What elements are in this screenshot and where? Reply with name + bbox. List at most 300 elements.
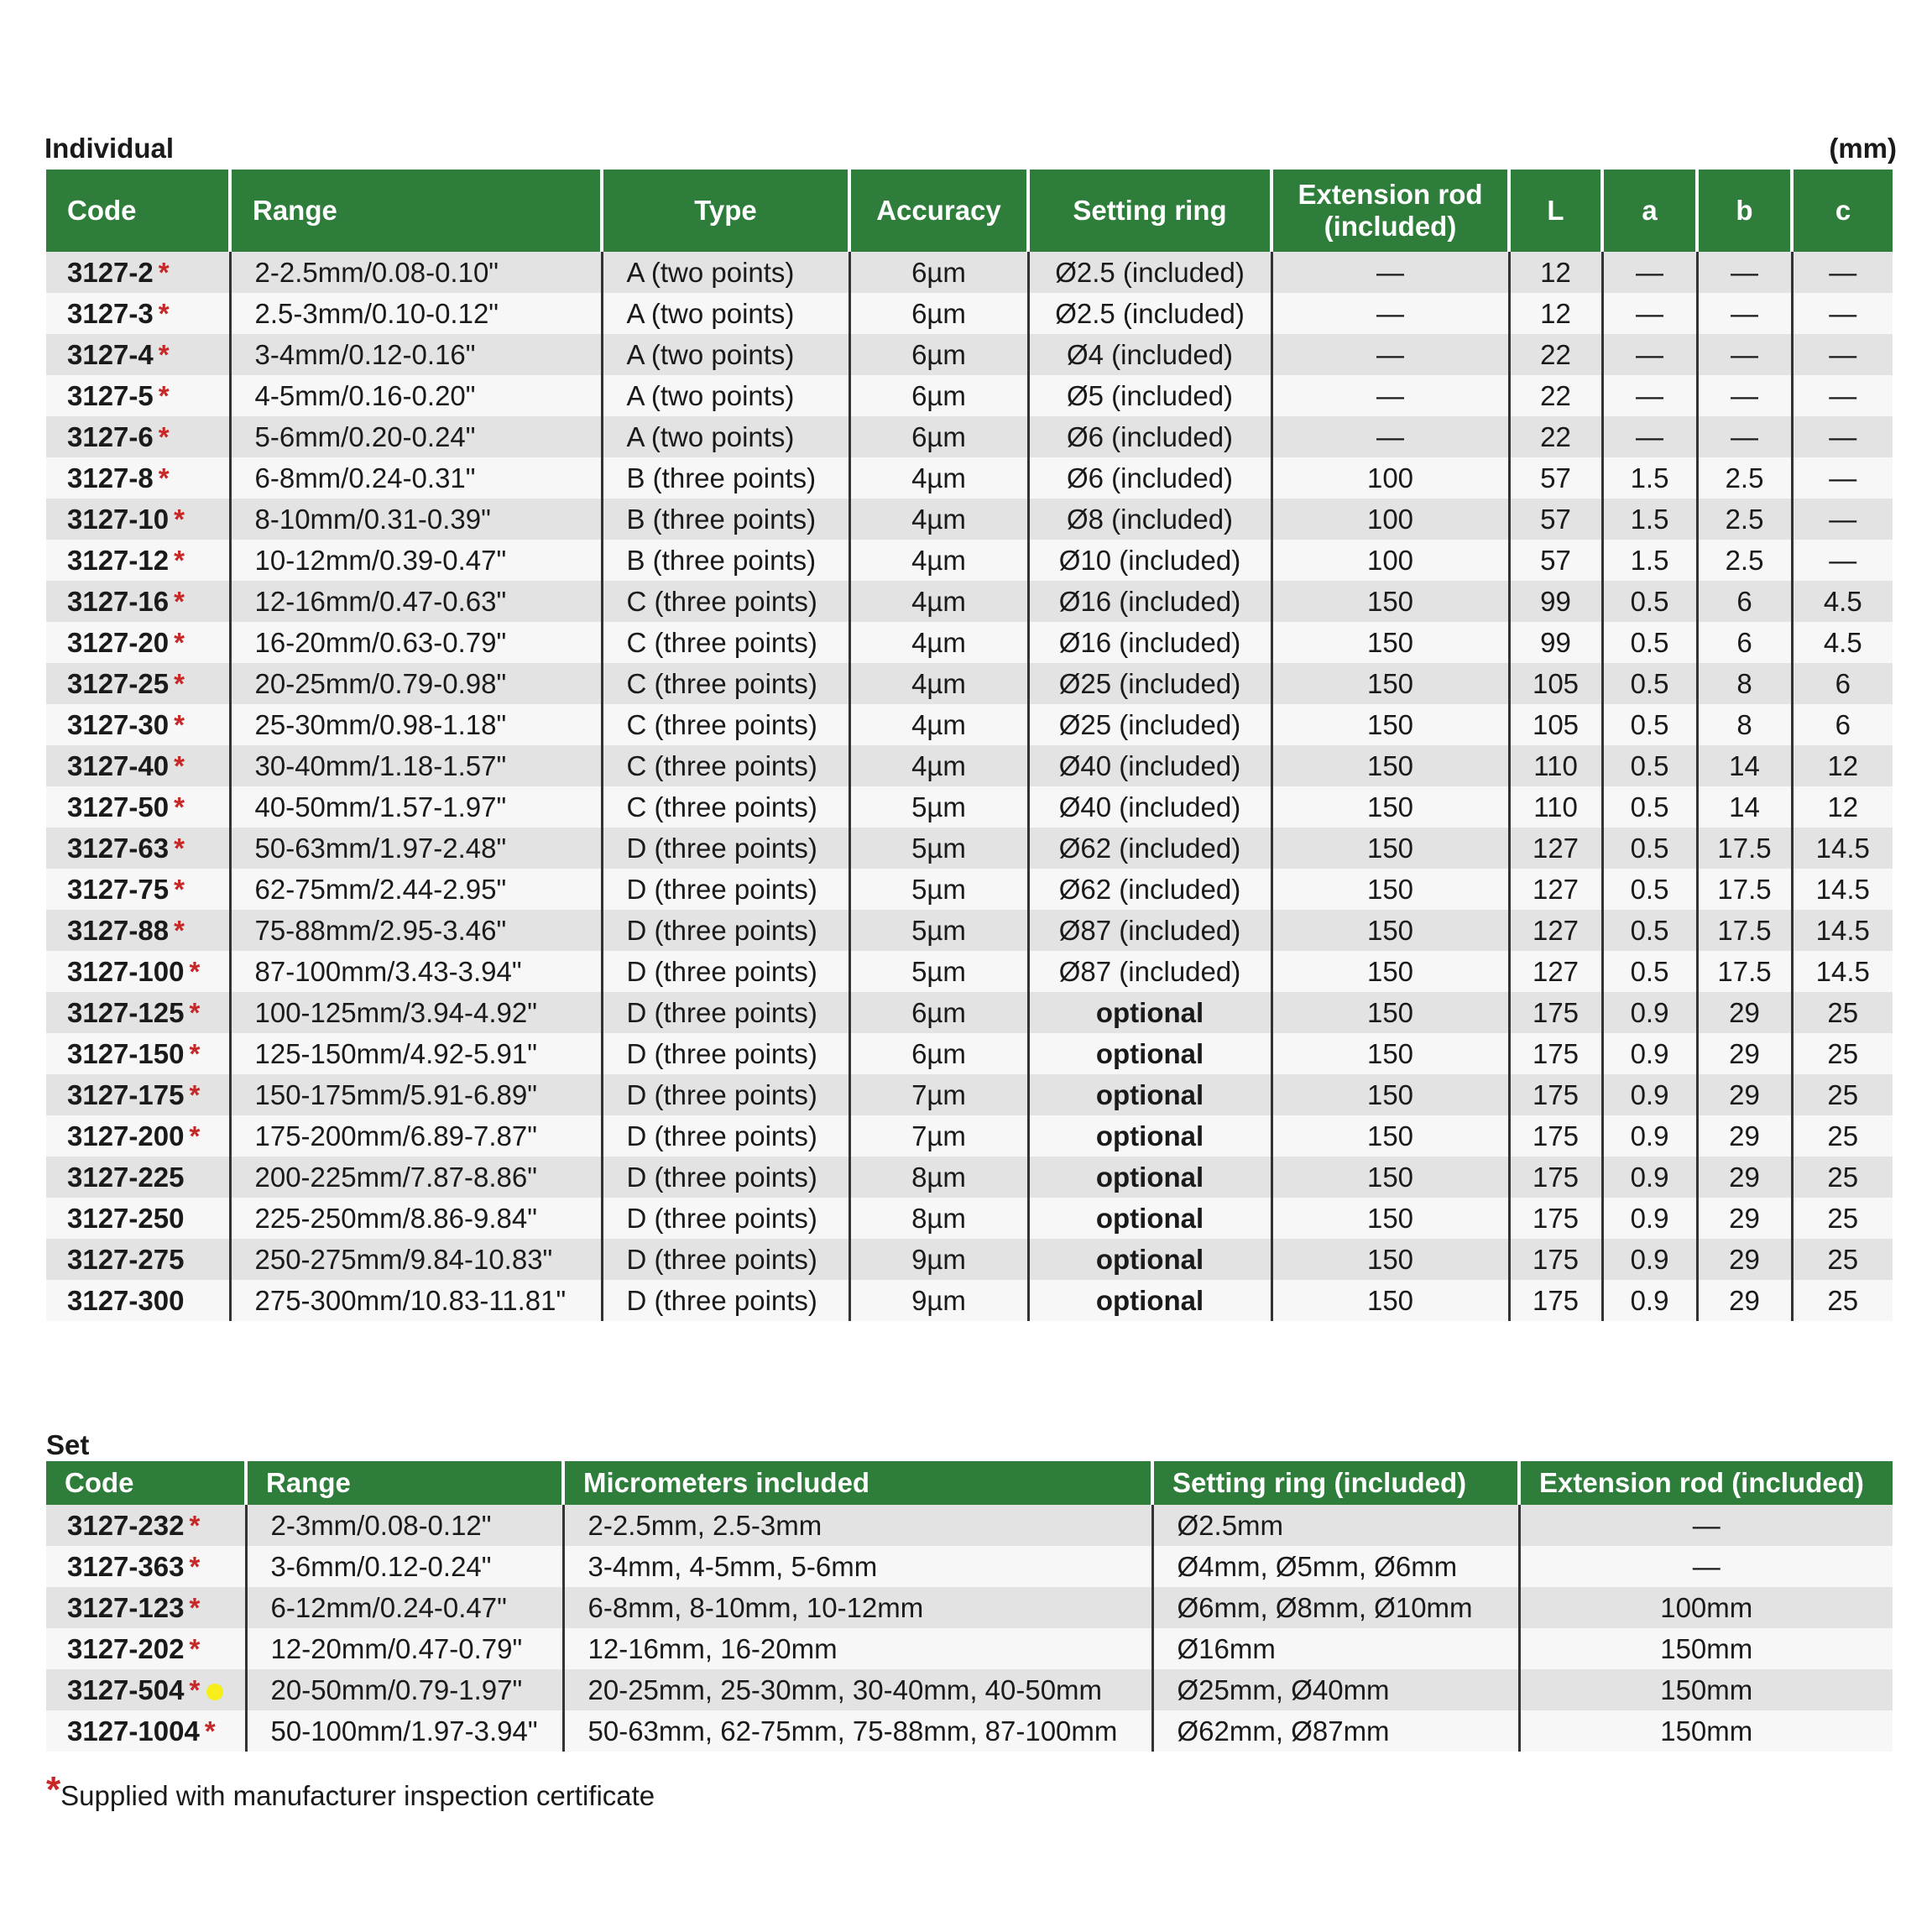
cell-setting-ring: Ø62mm, Ø87mm <box>1152 1710 1519 1752</box>
cell-type: A (two points) <box>602 416 849 457</box>
cell-extension-rod: 150 <box>1271 951 1509 992</box>
cell-accuracy: 6µm <box>849 375 1028 416</box>
cell-range: 75-88mm/2.95-3.46" <box>230 910 602 951</box>
cell-c: — <box>1792 334 1893 375</box>
cell-code <box>46 992 230 1033</box>
cell-L: 127 <box>1509 910 1602 951</box>
cell-range: 6-8mm/0.24-0.31" <box>230 457 602 499</box>
cell-a: 0.9 <box>1602 1033 1697 1074</box>
cell-b: — <box>1697 375 1792 416</box>
cell-setting-ring: Ø6mm, Ø8mm, Ø10mm <box>1152 1587 1519 1628</box>
cell-type: D (three points) <box>602 910 849 951</box>
cell-c: 14.5 <box>1792 910 1893 951</box>
code-text: 3127-2 <box>67 256 154 288</box>
cell-L: 175 <box>1509 1157 1602 1198</box>
certificate-star: * <box>174 503 185 535</box>
cell-extension-rod: 150 <box>1271 1115 1509 1157</box>
certificate-star: * <box>189 1078 201 1110</box>
certificate-star: * <box>174 832 185 864</box>
cell-code <box>46 334 230 375</box>
cell-setting-ring: Ø2.5mm <box>1152 1505 1519 1546</box>
cell-range: 8-10mm/0.31-0.39" <box>230 499 602 540</box>
cell-b: 29 <box>1697 1239 1792 1280</box>
code-text: 3127-40 <box>67 749 170 781</box>
cell-type: A (two points) <box>602 375 849 416</box>
cell-extension-rod: — <box>1519 1546 1893 1587</box>
cell-range: 225-250mm/8.86-9.84" <box>230 1198 602 1239</box>
cell-range: 25-30mm/0.98-1.18" <box>230 704 602 745</box>
cell-b: 2.5 <box>1697 540 1792 581</box>
header-setting-ring: Setting ring <box>1028 170 1271 252</box>
cell-code <box>46 951 230 992</box>
cell-extension-rod: 150mm <box>1519 1669 1893 1710</box>
cell-setting-ring: Ø40 (included) <box>1028 786 1271 828</box>
cell-code <box>46 375 230 416</box>
cell-b: 29 <box>1697 1280 1792 1321</box>
cell-setting-ring: optional <box>1028 1198 1271 1239</box>
code-text: 3127-63 <box>67 832 170 864</box>
cell-a: 0.9 <box>1602 1239 1697 1280</box>
code-text: 3127-175 <box>67 1078 185 1110</box>
cell-code <box>46 1280 230 1321</box>
cell-code <box>46 1710 246 1752</box>
cell-setting-ring: Ø5 (included) <box>1028 375 1271 416</box>
cell-setting-ring: optional <box>1028 1115 1271 1157</box>
cell-accuracy: 4µm <box>849 457 1028 499</box>
code-text: 3127-232 <box>67 1509 185 1541</box>
cell-type: C (three points) <box>602 663 849 704</box>
cell-L: 127 <box>1509 828 1602 869</box>
cell-type: D (three points) <box>602 992 849 1033</box>
cell-setting-ring: Ø2.5 (included) <box>1028 293 1271 334</box>
cell-b: 2.5 <box>1697 499 1792 540</box>
cell-extension-rod: — <box>1271 334 1509 375</box>
cell-micrometers: 50-63mm, 62-75mm, 75-88mm, 87-100mm <box>563 1710 1152 1752</box>
table-row <box>46 1239 1893 1280</box>
cell-accuracy: 7µm <box>849 1115 1028 1157</box>
code-text: 3127-300 <box>67 1284 185 1316</box>
cell-a: 0.5 <box>1602 663 1697 704</box>
set-header-extension-rod: Extension rod (included) <box>1519 1461 1893 1505</box>
set-header-range: Range <box>246 1461 563 1505</box>
cell-type: A (two points) <box>602 334 849 375</box>
set-table <box>46 1461 1893 1752</box>
table-row <box>46 951 1893 992</box>
table-row <box>46 786 1893 828</box>
individual-header-row <box>46 170 1893 252</box>
cell-L: 175 <box>1509 1239 1602 1280</box>
cell-extension-rod: 150 <box>1271 1157 1509 1198</box>
cell-b: 29 <box>1697 1198 1792 1239</box>
code-text: 3127-88 <box>67 914 170 946</box>
cell-accuracy: 7µm <box>849 1074 1028 1115</box>
certificate-star: * <box>189 1632 201 1664</box>
cell-type: C (three points) <box>602 786 849 828</box>
cell-b: 29 <box>1697 992 1792 1033</box>
header-extension-rod-line2: (included) <box>1324 211 1457 242</box>
cell-c: — <box>1792 457 1893 499</box>
cell-micrometers: 12-16mm, 16-20mm <box>563 1628 1152 1669</box>
cell-range: 5-6mm/0.20-0.24" <box>230 416 602 457</box>
table-row <box>46 1628 1893 1669</box>
cell-L: 105 <box>1509 663 1602 704</box>
cell-range: 50-100mm/1.97-3.94" <box>246 1710 563 1752</box>
cell-setting-ring: Ø87 (included) <box>1028 951 1271 992</box>
cell-code <box>46 1074 230 1115</box>
cell-setting-ring: optional <box>1028 1157 1271 1198</box>
set-header-micrometers: Micrometers included <box>563 1461 1152 1505</box>
cell-setting-ring: Ø10 (included) <box>1028 540 1271 581</box>
cell-extension-rod: 150 <box>1271 581 1509 622</box>
cell-c: — <box>1792 540 1893 581</box>
cell-b: 17.5 <box>1697 828 1792 869</box>
cell-c: 25 <box>1792 992 1893 1033</box>
cell-setting-ring: Ø25 (included) <box>1028 663 1271 704</box>
code-text: 3127-10 <box>67 503 170 535</box>
table-row <box>46 499 1893 540</box>
cell-range: 175-200mm/6.89-7.87" <box>230 1115 602 1157</box>
cell-accuracy: 4µm <box>849 499 1028 540</box>
header-extension-rod <box>1271 170 1509 252</box>
cell-setting-ring: Ø6 (included) <box>1028 457 1271 499</box>
cell-code <box>46 1198 230 1239</box>
cell-setting-ring: Ø16 (included) <box>1028 622 1271 663</box>
certificate-star: * <box>174 873 185 905</box>
header-type: Type <box>602 170 849 252</box>
cell-setting-ring: Ø62 (included) <box>1028 828 1271 869</box>
cell-range: 62-75mm/2.44-2.95" <box>230 869 602 910</box>
set-header-row <box>46 1461 1893 1505</box>
cell-c: 14.5 <box>1792 869 1893 910</box>
cell-extension-rod: 150 <box>1271 786 1509 828</box>
cell-extension-rod: 150 <box>1271 1280 1509 1321</box>
cell-range: 200-225mm/7.87-8.86" <box>230 1157 602 1198</box>
cell-code <box>46 745 230 786</box>
certificate-star: * <box>189 996 201 1028</box>
cell-setting-ring: Ø25mm, Ø40mm <box>1152 1669 1519 1710</box>
cell-b: 8 <box>1697 704 1792 745</box>
cell-accuracy: 6µm <box>849 334 1028 375</box>
cell-type: D (three points) <box>602 1157 849 1198</box>
cell-code <box>46 663 230 704</box>
cell-code <box>46 1546 246 1587</box>
cell-c: 25 <box>1792 1115 1893 1157</box>
cell-L: 105 <box>1509 704 1602 745</box>
cell-a: 0.5 <box>1602 786 1697 828</box>
code-text: 3127-4 <box>67 338 154 370</box>
certificate-star: * <box>158 379 170 411</box>
cell-accuracy: 8µm <box>849 1157 1028 1198</box>
certificate-star: * <box>158 256 170 288</box>
cell-c: 6 <box>1792 704 1893 745</box>
cell-type: D (three points) <box>602 1033 849 1074</box>
cell-extension-rod: 150mm <box>1519 1710 1893 1752</box>
code-text: 3127-16 <box>67 585 170 617</box>
cell-range: 275-300mm/10.83-11.81" <box>230 1280 602 1321</box>
cell-a: 1.5 <box>1602 457 1697 499</box>
cell-setting-ring: Ø40 (included) <box>1028 745 1271 786</box>
cell-L: 127 <box>1509 869 1602 910</box>
cell-range: 100-125mm/3.94-4.92" <box>230 992 602 1033</box>
cell-extension-rod: 150 <box>1271 992 1509 1033</box>
table-row <box>46 704 1893 745</box>
cell-extension-rod: — <box>1271 375 1509 416</box>
cell-a: — <box>1602 416 1697 457</box>
cell-a: 0.5 <box>1602 622 1697 663</box>
cell-b: — <box>1697 334 1792 375</box>
table-row <box>46 334 1893 375</box>
table-row <box>46 828 1893 869</box>
header-extension-rod-line1: Extension rod <box>1298 179 1483 210</box>
cell-setting-ring: optional <box>1028 992 1271 1033</box>
code-text: 3127-150 <box>67 1037 185 1069</box>
cell-code <box>46 1033 230 1074</box>
certificate-star: * <box>174 749 185 781</box>
cell-extension-rod: 150mm <box>1519 1628 1893 1669</box>
certificate-star: * <box>189 1037 201 1069</box>
cell-range: 2-3mm/0.08-0.12" <box>246 1505 563 1546</box>
code-text: 3127-30 <box>67 708 170 740</box>
code-text: 3127-5 <box>67 379 154 411</box>
cell-L: 175 <box>1509 992 1602 1033</box>
cell-range: 12-16mm/0.47-0.63" <box>230 581 602 622</box>
cell-range: 6-12mm/0.24-0.47" <box>246 1587 563 1628</box>
highlight-dot <box>206 1684 223 1700</box>
table-row <box>46 1587 1893 1628</box>
cell-setting-ring: Ø87 (included) <box>1028 910 1271 951</box>
certificate-star: * <box>174 667 185 699</box>
cell-code <box>46 1239 230 1280</box>
cell-b: 29 <box>1697 1115 1792 1157</box>
cell-extension-rod: — <box>1519 1505 1893 1546</box>
cell-a: 1.5 <box>1602 499 1697 540</box>
cell-code <box>46 786 230 828</box>
cell-setting-ring: Ø62 (included) <box>1028 869 1271 910</box>
cell-accuracy: 5µm <box>849 869 1028 910</box>
cell-code <box>46 293 230 334</box>
code-text: 3127-250 <box>67 1202 185 1234</box>
code-text: 3127-6 <box>67 420 154 452</box>
cell-b: 17.5 <box>1697 910 1792 951</box>
cell-c: 4.5 <box>1792 581 1893 622</box>
table-row <box>46 1198 1893 1239</box>
cell-range: 20-25mm/0.79-0.98" <box>230 663 602 704</box>
cell-accuracy: 4µm <box>849 745 1028 786</box>
cell-type: B (three points) <box>602 457 849 499</box>
cell-accuracy: 6µm <box>849 293 1028 334</box>
cell-type: D (three points) <box>602 1074 849 1115</box>
cell-setting-ring: Ø25 (included) <box>1028 704 1271 745</box>
cell-c: 25 <box>1792 1033 1893 1074</box>
certificate-star: * <box>189 1674 201 1705</box>
cell-extension-rod: — <box>1271 252 1509 293</box>
certificate-star: * <box>189 1509 201 1541</box>
cell-extension-rod: 100mm <box>1519 1587 1893 1628</box>
cell-b: 17.5 <box>1697 869 1792 910</box>
cell-code <box>46 1115 230 1157</box>
cell-type: D (three points) <box>602 828 849 869</box>
cell-b: 6 <box>1697 622 1792 663</box>
cell-b: 8 <box>1697 663 1792 704</box>
cell-code <box>46 499 230 540</box>
cell-type: D (three points) <box>602 1239 849 1280</box>
cell-accuracy: 5µm <box>849 951 1028 992</box>
cell-setting-ring: Ø4 (included) <box>1028 334 1271 375</box>
cell-L: 127 <box>1509 951 1602 992</box>
certificate-star: * <box>158 462 170 493</box>
cell-b: 2.5 <box>1697 457 1792 499</box>
certificate-star: * <box>174 914 185 946</box>
table-row <box>46 540 1893 581</box>
cell-b: 29 <box>1697 1033 1792 1074</box>
table-row <box>46 663 1893 704</box>
cell-setting-ring: Ø4mm, Ø5mm, Ø6mm <box>1152 1546 1519 1587</box>
cell-type: D (three points) <box>602 869 849 910</box>
cell-b: — <box>1697 293 1792 334</box>
table-row <box>46 1546 1893 1587</box>
individual-table <box>46 170 1893 1321</box>
table-row <box>46 457 1893 499</box>
header-code: Code <box>46 170 230 252</box>
cell-code <box>46 910 230 951</box>
cell-range: 2-2.5mm/0.08-0.10" <box>230 252 602 293</box>
cell-extension-rod: — <box>1271 293 1509 334</box>
cell-extension-rod: 100 <box>1271 540 1509 581</box>
cell-range: 3-4mm/0.12-0.16" <box>230 334 602 375</box>
cell-accuracy: 4µm <box>849 581 1028 622</box>
cell-L: 175 <box>1509 1033 1602 1074</box>
table-row <box>46 910 1893 951</box>
cell-micrometers: 2-2.5mm, 2.5-3mm <box>563 1505 1152 1546</box>
certificate-star: * <box>189 1591 201 1623</box>
cell-extension-rod: 150 <box>1271 1074 1509 1115</box>
table-row <box>46 745 1893 786</box>
code-text: 3127-12 <box>67 544 170 576</box>
cell-c: 12 <box>1792 745 1893 786</box>
cell-L: 57 <box>1509 540 1602 581</box>
cell-a: 1.5 <box>1602 540 1697 581</box>
cell-extension-rod: 150 <box>1271 745 1509 786</box>
cell-L: 175 <box>1509 1280 1602 1321</box>
code-text: 3127-504 <box>67 1674 185 1705</box>
cell-code <box>46 704 230 745</box>
certificate-star: * <box>174 708 185 740</box>
cell-setting-ring: Ø6 (included) <box>1028 416 1271 457</box>
table-row <box>46 416 1893 457</box>
cell-code <box>46 1587 246 1628</box>
cell-accuracy: 9µm <box>849 1239 1028 1280</box>
cell-code <box>46 540 230 581</box>
cell-a: 0.5 <box>1602 581 1697 622</box>
set-title: Set <box>46 1429 90 1460</box>
cell-range: 30-40mm/1.18-1.57" <box>230 745 602 786</box>
code-text: 3127-202 <box>67 1632 185 1664</box>
table-row <box>46 1115 1893 1157</box>
table-row <box>46 293 1893 334</box>
certificate-star: * <box>189 1550 201 1582</box>
cell-type: C (three points) <box>602 581 849 622</box>
code-text: 3127-8 <box>67 462 154 493</box>
cell-L: 175 <box>1509 1115 1602 1157</box>
cell-setting-ring: Ø16 (included) <box>1028 581 1271 622</box>
cell-b: 14 <box>1697 786 1792 828</box>
cell-accuracy: 6µm <box>849 252 1028 293</box>
table-row <box>46 1157 1893 1198</box>
cell-c: 25 <box>1792 1157 1893 1198</box>
certificate-star: * <box>174 544 185 576</box>
header-L: L <box>1509 170 1602 252</box>
cell-c: — <box>1792 252 1893 293</box>
cell-extension-rod: 150 <box>1271 1198 1509 1239</box>
cell-type: D (three points) <box>602 951 849 992</box>
certificate-star: * <box>174 626 185 658</box>
header-range: Range <box>230 170 602 252</box>
cell-range: 125-150mm/4.92-5.91" <box>230 1033 602 1074</box>
cell-type: C (three points) <box>602 745 849 786</box>
cell-code <box>46 581 230 622</box>
cell-a: — <box>1602 293 1697 334</box>
cell-accuracy: 6µm <box>849 992 1028 1033</box>
table-row <box>46 581 1893 622</box>
cell-extension-rod: 150 <box>1271 704 1509 745</box>
cell-code <box>46 457 230 499</box>
code-text: 3127-363 <box>67 1550 185 1582</box>
certificate-star: * <box>158 297 170 329</box>
table-row <box>46 1074 1893 1115</box>
cell-L: 175 <box>1509 1074 1602 1115</box>
cell-a: 0.9 <box>1602 1280 1697 1321</box>
cell-extension-rod: 150 <box>1271 828 1509 869</box>
code-text: 3127-123 <box>67 1591 185 1623</box>
cell-extension-rod: 150 <box>1271 869 1509 910</box>
cell-c: — <box>1792 416 1893 457</box>
cell-L: 57 <box>1509 499 1602 540</box>
cell-a: — <box>1602 334 1697 375</box>
cell-type: A (two points) <box>602 252 849 293</box>
code-text: 3127-225 <box>67 1161 185 1193</box>
cell-a: 0.9 <box>1602 992 1697 1033</box>
cell-b: 14 <box>1697 745 1792 786</box>
cell-setting-ring: optional <box>1028 1280 1271 1321</box>
cell-setting-ring: optional <box>1028 1239 1271 1280</box>
cell-b: 6 <box>1697 581 1792 622</box>
cell-c: 12 <box>1792 786 1893 828</box>
cell-a: 0.5 <box>1602 704 1697 745</box>
cell-c: 25 <box>1792 1239 1893 1280</box>
table-row <box>46 1505 1893 1546</box>
code-text: 3127-100 <box>67 955 185 987</box>
cell-c: — <box>1792 293 1893 334</box>
cell-range: 20-50mm/0.79-1.97" <box>246 1669 563 1710</box>
cell-type: D (three points) <box>602 1280 849 1321</box>
cell-accuracy: 6µm <box>849 416 1028 457</box>
code-text: 3127-275 <box>67 1243 185 1275</box>
cell-a: 0.5 <box>1602 951 1697 992</box>
cell-code <box>46 416 230 457</box>
certificate-star: * <box>158 338 170 370</box>
cell-extension-rod: 100 <box>1271 457 1509 499</box>
cell-c: 4.5 <box>1792 622 1893 663</box>
cell-range: 150-175mm/5.91-6.89" <box>230 1074 602 1115</box>
cell-L: 22 <box>1509 416 1602 457</box>
cell-b: — <box>1697 416 1792 457</box>
cell-b: — <box>1697 252 1792 293</box>
cell-L: 57 <box>1509 457 1602 499</box>
certificate-star: * <box>204 1715 216 1747</box>
set-header-setting-ring: Setting ring (included) <box>1152 1461 1519 1505</box>
cell-a: 0.5 <box>1602 828 1697 869</box>
cell-accuracy: 5µm <box>849 910 1028 951</box>
